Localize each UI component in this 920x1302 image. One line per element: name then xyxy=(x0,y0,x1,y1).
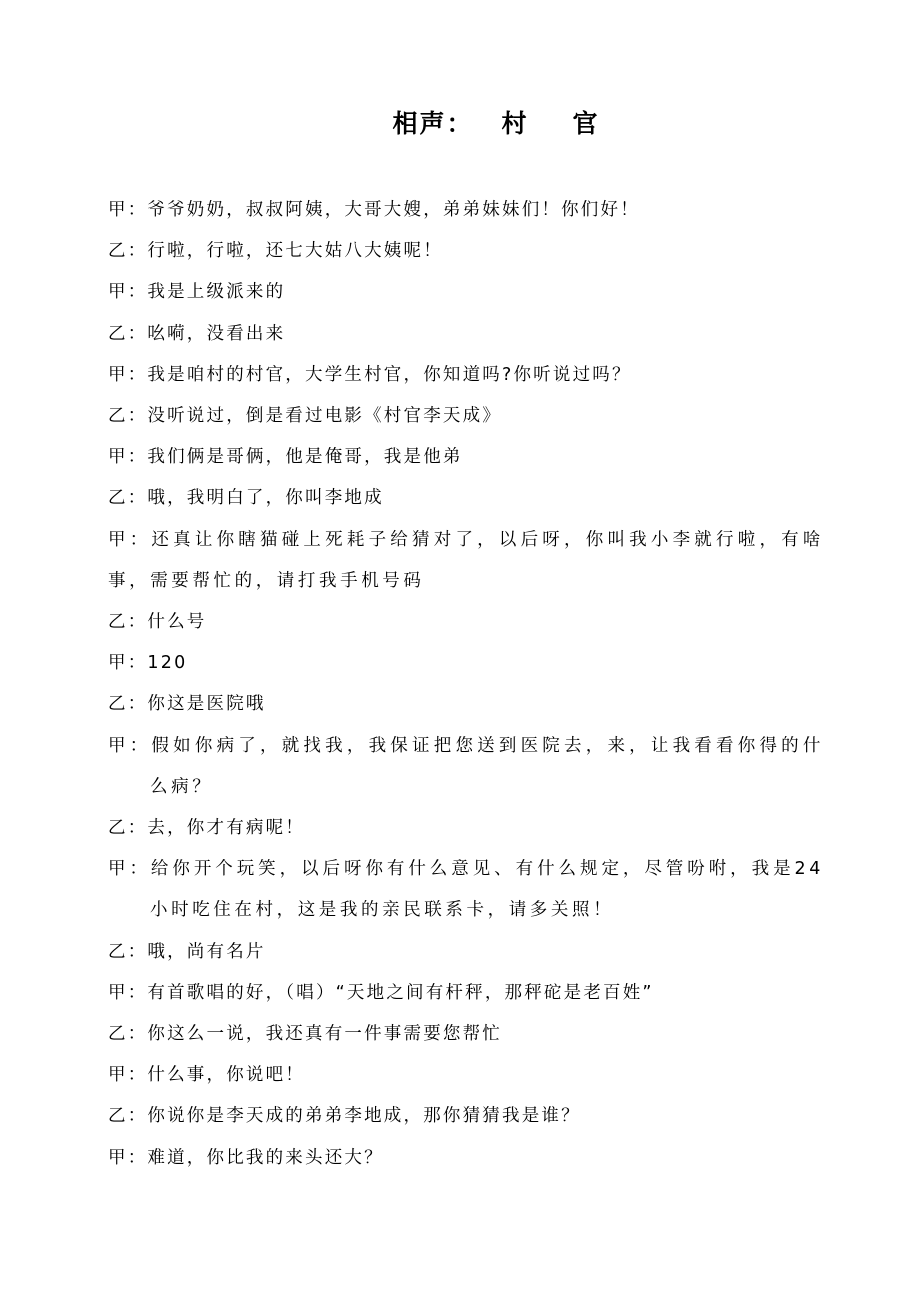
dialogue-line: 甲：我们俩是哥俩，他是俺哥，我是他弟 xyxy=(108,447,463,468)
title-word-2: 官 xyxy=(572,109,600,138)
dialogue-line: 乙：哦，尚有名片 xyxy=(108,941,266,962)
dialogue-line: 乙：哦，我明白了，你叫李地成 xyxy=(108,488,384,509)
dialogue-line: 甲：还真让你瞎猫碰上死耗子给猜对了，以后呀，你叫我小李就行啦，有啥事，需要帮忙的，请打我手机号码 xyxy=(108,529,824,591)
dialogue-line: 甲：什么事，你说吧！ xyxy=(108,1065,305,1086)
dialogue-line: 乙：什么号 xyxy=(108,612,207,633)
dialogue-body xyxy=(108,190,824,1179)
dialogue-line: 甲：难道，你比我的来头还大？ xyxy=(108,1147,384,1168)
dialogue-line: 甲：假如你病了，就找我，我保证把您送到医院去，来，让我看看你得的什么病？ xyxy=(108,735,824,797)
dialogue-line: 乙：吆嗬，没看出来 xyxy=(108,323,286,344)
dialogue-line: 甲：给你开个玩笑，以后呀你有什么意见、有什么规定，尽管吩咐，我是24小时吃住在村，这是我的亲民联系卡，请多关照！ xyxy=(108,859,824,921)
dialogue-line: 甲：我是咱村的村官，大学生村官，你知道吗?你听说过吗？ xyxy=(108,364,632,385)
dialogue-line: 甲：有首歌唱的好，（唱）“天地之间有杆秤，那秤砣是老百姓” xyxy=(108,982,654,1003)
title-word-1: 村 xyxy=(501,109,529,138)
title-label: 相声： xyxy=(392,109,474,138)
dialogue-line: 乙：行啦，行啦，还七大姑八大姨呢！ xyxy=(108,241,443,262)
document-title xyxy=(0,104,920,140)
dialogue-line: 乙：你这么一说，我还真有一件事需要您帮忙 xyxy=(108,1024,502,1045)
dialogue-line: 乙：你说你是李天成的弟弟李地成，那你猜猜我是谁？ xyxy=(108,1106,581,1127)
dialogue-line: 乙：没听说过，倒是看过电影《村官李天成》 xyxy=(108,406,502,427)
dialogue-line: 甲：120 xyxy=(108,653,188,674)
dialogue-line: 甲：我是上级派来的 xyxy=(108,282,286,303)
dialogue-line: 甲：爷爷奶奶，叔叔阿姨，大哥大嫂，弟弟妹妹们！你们好！ xyxy=(108,200,640,220)
dialogue-line: 乙：你这是医院哦 xyxy=(108,694,266,715)
dialogue-line: 乙：去，你才有病呢！ xyxy=(108,818,305,839)
